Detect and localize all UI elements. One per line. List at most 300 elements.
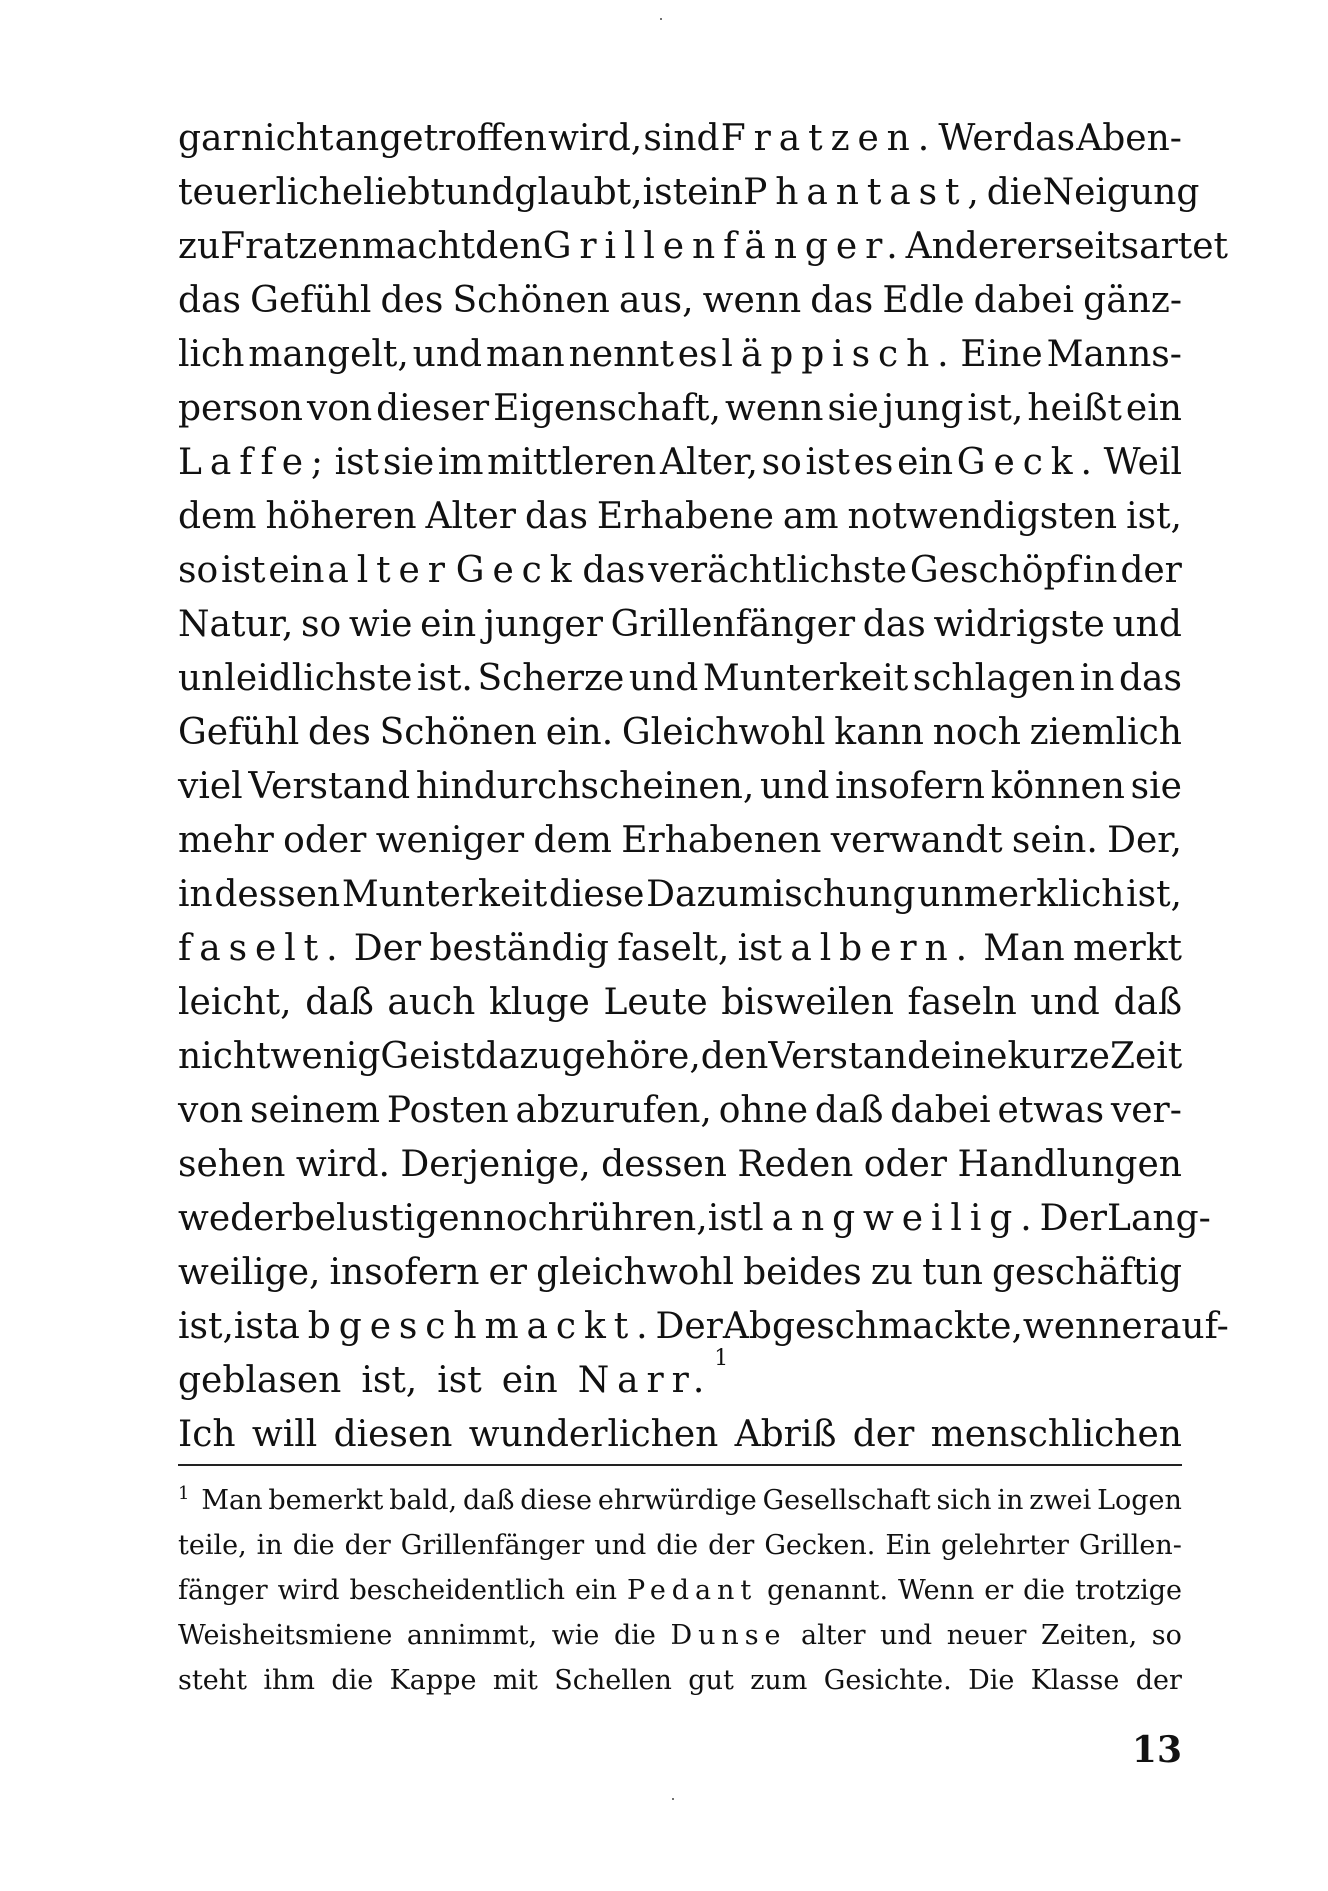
text-line [178, 112, 1182, 166]
word: daß [814, 1090, 884, 1131]
word: sehen [178, 1144, 286, 1185]
word: Abriß [734, 1414, 837, 1455]
word: Handlungen [957, 1144, 1182, 1185]
text-line [178, 328, 1182, 382]
word: Manns- [1046, 334, 1182, 375]
word: Gecken. [764, 1530, 876, 1561]
word: widrigste [933, 604, 1105, 645]
footnote-line [178, 1568, 1182, 1613]
word: die [292, 1530, 335, 1561]
word: das [1119, 658, 1182, 699]
word: albern. [790, 928, 975, 969]
word: abzurufen, [515, 1090, 712, 1131]
word: faselt, [617, 928, 730, 969]
word: die [331, 1665, 374, 1696]
text-line [178, 1346, 1182, 1408]
word: diese [520, 1485, 592, 1516]
footnote [178, 1478, 1182, 1703]
word: das [810, 280, 874, 321]
word: Wer [938, 118, 1011, 159]
word: trotzige [1075, 1575, 1182, 1606]
word: gar [178, 118, 240, 159]
word: nicht [178, 1036, 271, 1077]
word: der [344, 1530, 391, 1561]
word: macht [361, 226, 476, 267]
word: ein [1125, 388, 1182, 429]
word: alter [801, 1620, 866, 1651]
word: Aben- [1076, 118, 1182, 159]
text-line [178, 976, 1182, 1030]
word: ist [707, 1198, 753, 1239]
word: steht [178, 1665, 247, 1696]
word: unmerklich [917, 874, 1125, 915]
word: gänz- [1083, 280, 1182, 321]
word: zu [178, 226, 221, 267]
word: Die [968, 1665, 1015, 1696]
text-line [178, 220, 1229, 274]
word: ein. [545, 712, 614, 753]
word: wird. [295, 1144, 390, 1185]
word: junger [483, 604, 603, 645]
word: Weisheitsmiene [178, 1620, 393, 1651]
word: belustigen [291, 1198, 483, 1239]
word: Zeit [1109, 1036, 1183, 1077]
word: neuer [946, 1620, 1027, 1651]
word: Eigenschaft, [493, 388, 721, 429]
text-line [178, 382, 1182, 436]
word: etwas [997, 1090, 1105, 1131]
word: Der [655, 1306, 723, 1347]
page-number: 13 [1131, 1729, 1182, 1771]
word: mit [492, 1665, 538, 1696]
word: das [1012, 118, 1076, 159]
word: und [412, 334, 483, 375]
word: ein [574, 1575, 617, 1606]
word: Natur, [178, 604, 294, 645]
word: daß [462, 1485, 515, 1516]
word: Leute [603, 982, 708, 1023]
word: können [990, 766, 1125, 807]
word: ist [805, 442, 850, 483]
word: und [594, 1530, 647, 1561]
text-line [178, 814, 1182, 868]
word: Erhabenen [621, 820, 822, 861]
word: Schönen [379, 712, 537, 753]
word: Narr. [577, 1360, 713, 1401]
word: dessen [601, 1144, 727, 1185]
text-line [178, 1300, 1229, 1354]
word: ist, [361, 1360, 418, 1401]
word: die [613, 1620, 656, 1651]
word: wunderlichen [468, 1414, 719, 1455]
word: Klasse [1030, 1665, 1120, 1696]
footnote-line [178, 1613, 1182, 1658]
text-line [178, 760, 1182, 814]
word: bald, [389, 1485, 458, 1516]
word: Abgeschmackte, [722, 1306, 1023, 1347]
word: Derjenige, [400, 1144, 591, 1185]
word: faselt. [178, 928, 346, 969]
word: heißt [1027, 388, 1122, 429]
word: verwandt [830, 820, 1003, 861]
word: dazu [474, 1036, 562, 1077]
word: Gefühl [178, 712, 300, 753]
word: Gesichte. [823, 1665, 952, 1696]
word: alter [327, 550, 453, 591]
word: sie [827, 388, 879, 429]
body-text [178, 112, 1229, 1462]
text-line [178, 1246, 1182, 1300]
word: Grillen- [1078, 1530, 1182, 1561]
word: ist. [416, 658, 473, 699]
text-line [178, 1192, 1211, 1246]
word: bisweilen [721, 982, 894, 1023]
word: höheren [265, 496, 417, 537]
word: ist [221, 550, 266, 591]
word: wird, [548, 118, 643, 159]
word: Der [1039, 1198, 1108, 1239]
word: oder [863, 1144, 948, 1185]
word: in [256, 1530, 283, 1561]
word: am [782, 496, 839, 537]
word: faseln [907, 982, 1017, 1023]
word: beides [743, 1252, 862, 1293]
word: Pedant [626, 1575, 758, 1606]
word: geblasen [178, 1360, 342, 1401]
word: diese [548, 874, 645, 915]
word: es [853, 442, 894, 483]
word: wie [348, 604, 413, 645]
word: abgeschmackt. [278, 1306, 656, 1347]
word: Scherze [477, 658, 625, 699]
footnote-rule [178, 1464, 1182, 1466]
word: Zeiten, [1041, 1620, 1138, 1651]
word: aus, [618, 280, 694, 321]
word: Fratzen. [720, 118, 938, 159]
text-line [178, 1084, 1182, 1138]
word: ver- [1110, 1090, 1182, 1131]
word: er [488, 1252, 527, 1293]
word: Weil [1103, 442, 1182, 483]
word: Gleichwohl [621, 712, 826, 753]
word: dem [533, 820, 612, 861]
word: zu [870, 1252, 913, 1293]
word: das [178, 280, 241, 321]
word: gut [688, 1665, 734, 1696]
word: jung [882, 388, 964, 429]
word: Ein [885, 1530, 932, 1561]
word: zum [750, 1665, 808, 1696]
word: teile, [178, 1530, 247, 1561]
word: glaubt, [514, 172, 643, 213]
word: Geschöpf [909, 550, 1080, 591]
word: von [178, 1090, 244, 1131]
word: so [1151, 1620, 1182, 1651]
word: Laffe; [178, 442, 331, 483]
word: den [475, 226, 543, 267]
word: Munterkeit [702, 658, 909, 699]
word: oder [283, 820, 367, 861]
word: hindurchscheinen, [415, 766, 755, 807]
word: Geck [455, 550, 580, 591]
word: ist, [1126, 874, 1182, 915]
word: läppisch. [721, 334, 957, 375]
word: weder [178, 1198, 292, 1239]
footnote-marker[interactable]: 1 [714, 1346, 729, 1371]
word: wenn [724, 388, 824, 429]
text-line [178, 922, 1182, 976]
word: sind [643, 118, 720, 159]
word: der [1120, 550, 1182, 591]
text-line [178, 652, 1182, 706]
word: rühren, [570, 1198, 708, 1239]
word: in [178, 874, 213, 915]
word: er [1121, 1306, 1160, 1347]
word: Grillenfänger [400, 1530, 585, 1561]
word: Wenn [898, 1575, 975, 1606]
word: und [759, 766, 830, 807]
word: Dunse [670, 1620, 787, 1651]
word: Alter, [659, 442, 758, 483]
word: nicht [240, 118, 334, 159]
word: Ich [178, 1414, 236, 1455]
footnote-number: 1 [178, 1483, 190, 1504]
word: ein [687, 172, 744, 213]
word: man [485, 334, 565, 375]
word: sich [936, 1485, 992, 1516]
word: die [656, 1530, 699, 1561]
word: das [524, 496, 588, 537]
word-with-footnote [577, 1346, 729, 1408]
word: lich [178, 334, 245, 375]
text-line [178, 598, 1182, 652]
word: sie [1130, 766, 1182, 807]
word: Alter [425, 496, 516, 537]
word: ist, [1126, 496, 1182, 537]
word: eine [930, 1036, 1008, 1077]
word: Man [983, 928, 1065, 969]
word: Munterkeit [341, 874, 548, 915]
text-line [178, 706, 1182, 760]
text-line [178, 1408, 1182, 1462]
text-line [178, 166, 1200, 220]
word: bemerkt [268, 1485, 384, 1516]
word: so [300, 604, 342, 645]
word: zwei [1029, 1485, 1092, 1516]
word: Phantast, [743, 172, 987, 213]
word: auf- [1159, 1306, 1229, 1347]
word: Andererseits [905, 226, 1140, 267]
word: wenn [702, 280, 802, 321]
text-line [178, 436, 1182, 490]
word: schlagen [912, 658, 1076, 699]
word: leicht, [178, 982, 292, 1023]
word: und [628, 658, 699, 699]
word: noch [482, 1198, 571, 1239]
word: daß [1113, 982, 1182, 1023]
footnote-line [178, 1478, 1182, 1523]
word: weniger [375, 820, 525, 861]
word: daß [305, 982, 374, 1023]
word: gleichwohl [536, 1252, 734, 1293]
word: ein [268, 550, 325, 591]
word: kurze [1007, 1036, 1110, 1077]
word: ist [737, 928, 783, 969]
word: das [582, 550, 646, 591]
word: ist [334, 442, 380, 483]
word: mittleren [487, 442, 657, 483]
word: Gesellschaft [762, 1485, 931, 1516]
word: die [986, 172, 1043, 213]
word: nennt [568, 334, 674, 375]
word: der [708, 1530, 755, 1561]
word: in [997, 1485, 1024, 1516]
word: tun [922, 1252, 983, 1293]
word: verächtlichste [648, 550, 908, 591]
word: den [700, 1036, 769, 1077]
word: gelehrter [941, 1530, 1069, 1561]
word: Schellen [554, 1665, 672, 1696]
word: Lang- [1107, 1198, 1211, 1239]
word: wenn [1022, 1306, 1122, 1347]
word: Geck. [956, 442, 1100, 483]
word: notwendigsten [847, 496, 1118, 537]
word: in [1082, 550, 1118, 591]
word: Erhabene [596, 496, 774, 537]
word: diesen [333, 1414, 453, 1455]
word: ist, [178, 1306, 234, 1347]
text-line [178, 490, 1182, 544]
word: im [437, 442, 484, 483]
word: Verstand [768, 1036, 931, 1077]
word: und [1030, 982, 1100, 1023]
word: Neigung [1042, 172, 1200, 213]
word: unleidlichste [178, 658, 413, 699]
word: ist [233, 1306, 279, 1347]
word: ziemlich [1029, 712, 1182, 753]
word: artet [1139, 226, 1229, 267]
word: ein [501, 1360, 558, 1401]
word: Grillenfänger [610, 604, 856, 645]
word: genannt. [767, 1575, 889, 1606]
word: Man [201, 1485, 263, 1516]
word: will [251, 1414, 318, 1455]
word: Der [353, 928, 422, 969]
word: so [178, 550, 219, 591]
word: des [308, 712, 371, 753]
word: Gefühl [250, 280, 372, 321]
word: er [984, 1575, 1014, 1606]
word: Logen [1097, 1485, 1182, 1516]
text-line [178, 868, 1182, 922]
word: annimmt, [406, 1620, 538, 1651]
word: ist [437, 1360, 482, 1401]
word: ehrwürdige [597, 1485, 757, 1516]
word: dieser [376, 388, 490, 429]
word: Kappe [389, 1665, 477, 1696]
word: mangelt, [248, 334, 409, 375]
word: der [852, 1414, 915, 1455]
word: insofern [329, 1252, 480, 1293]
word: die [1023, 1575, 1066, 1606]
word: ist [642, 172, 688, 213]
word: weilige, [178, 1252, 321, 1293]
word: viel [178, 766, 243, 807]
word: mehr [178, 820, 274, 861]
word: dabei [890, 1090, 991, 1131]
word: des [380, 280, 444, 321]
word: von [306, 388, 373, 429]
word: so [761, 442, 802, 483]
word: dessen [214, 874, 341, 915]
word: in [1079, 658, 1115, 699]
text-line [178, 544, 1182, 598]
word: fänger [178, 1575, 268, 1606]
word: wird [277, 1575, 340, 1606]
word: noch [932, 712, 1021, 753]
word: insofern [835, 766, 985, 807]
word: teuerliche [178, 172, 364, 213]
text-line [178, 1030, 1182, 1084]
word: menschlichen [930, 1414, 1182, 1455]
text-line [178, 1138, 1182, 1192]
word: Der, [1107, 820, 1182, 861]
word: seinem [250, 1090, 380, 1131]
word: Verstand [248, 766, 411, 807]
word: und [880, 1620, 933, 1651]
word: person [178, 388, 303, 429]
word: der [1135, 1665, 1182, 1696]
word: wenig [270, 1036, 381, 1077]
word: Fratzen [220, 226, 362, 267]
word: es [677, 334, 718, 375]
word: dem [178, 496, 257, 537]
word: Posten [386, 1090, 509, 1131]
word: beständig [429, 928, 609, 969]
footnote-line [178, 1523, 1182, 1568]
word: kann [834, 712, 924, 753]
word: ein [420, 604, 477, 645]
word: kluge [488, 982, 590, 1023]
text-line [178, 274, 1182, 328]
word: auch [387, 982, 476, 1023]
word: angetroffen [334, 118, 547, 159]
word: das [862, 604, 926, 645]
word: sein. [1011, 820, 1098, 861]
word: gehöre, [561, 1036, 701, 1077]
word: Eine [960, 334, 1043, 375]
footnote-line [178, 1658, 1182, 1703]
word: langweilig. [752, 1198, 1040, 1239]
word: ohne [718, 1090, 809, 1131]
word: und [1112, 604, 1182, 645]
word: merkt [1073, 928, 1182, 969]
word: Edle [882, 280, 965, 321]
word: Dazumischung [646, 874, 916, 915]
word: und [445, 172, 515, 213]
word: Geist [380, 1036, 475, 1077]
print-speck [660, 18, 662, 20]
word: liebt [363, 172, 445, 213]
word: Reden [737, 1144, 854, 1185]
word: ihm [263, 1665, 315, 1696]
word: ein [897, 442, 954, 483]
word: wie [551, 1620, 600, 1651]
word: geschäftig [992, 1252, 1182, 1293]
print-speck [672, 1798, 674, 1800]
word: ist, [967, 388, 1024, 429]
word: bescheidentlich [349, 1575, 566, 1606]
